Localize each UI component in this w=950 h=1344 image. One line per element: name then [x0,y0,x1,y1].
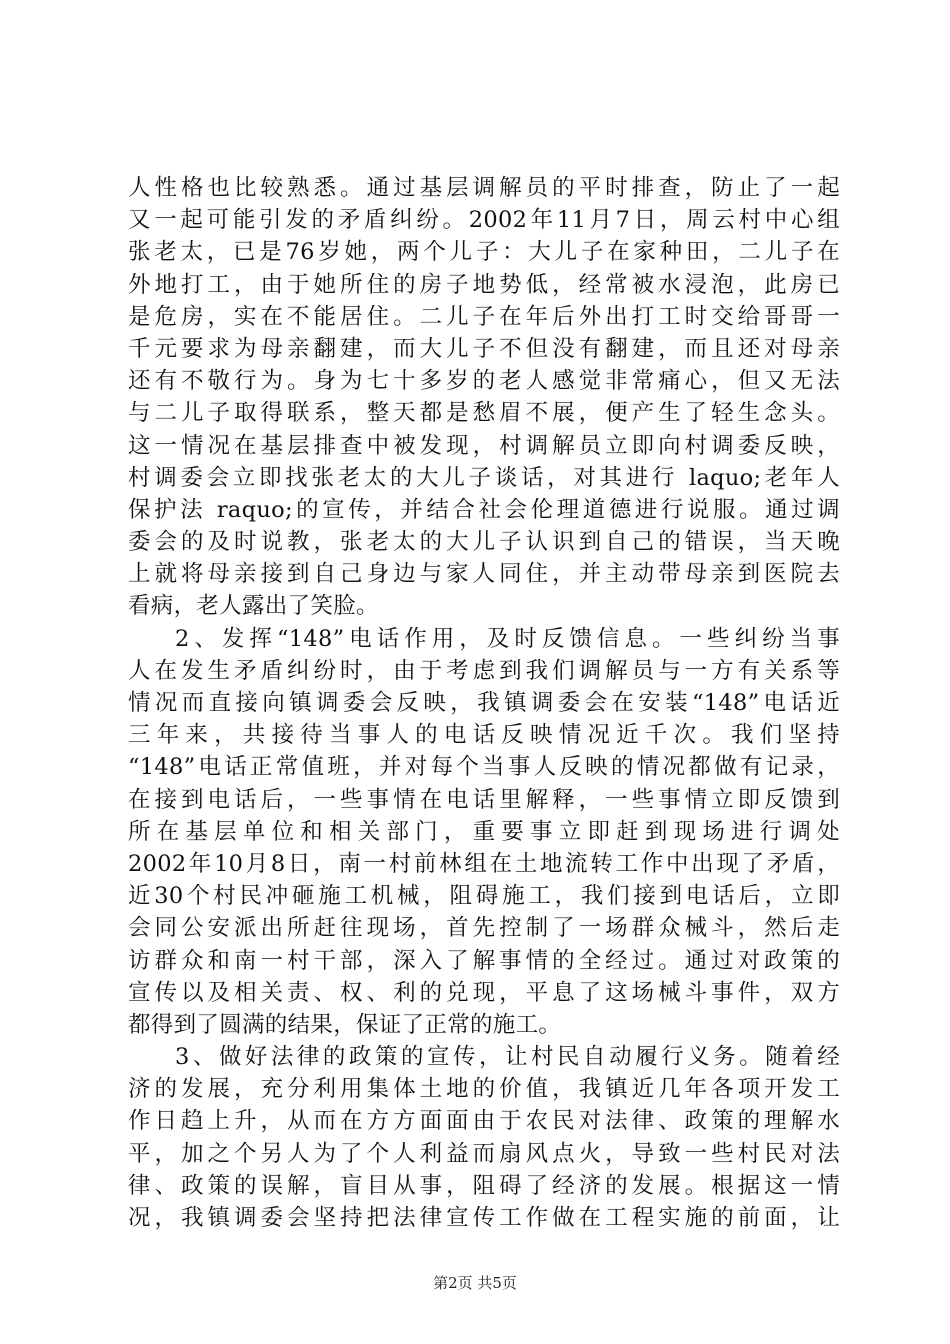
text-line: 村调委会立即找张老太的大儿子谈话，对其进行 laquo;老年人 [128,464,840,491]
text-line: 2002年10月8日，南一村前林组在土地流转工作中出现了矛盾， [128,850,840,877]
text-line: 张老太，已是76岁她，两个儿子：大儿子在家种田，二儿子在 [128,239,840,266]
text-line: 会同公安派出所赶往现场，首先控制了一场群众械斗，然后走 [128,915,840,942]
text-line: 看病，老人露出了笑脸。 [128,593,379,620]
text-line: 律、政策的误解，盲目从事，阻碍了经济的发展。根据这一情 [128,1172,840,1199]
text-line: 上就将母亲接到自己身边与家人同住，并主动带母亲到医院去 [128,561,840,588]
paragraph-start-line: 3、做好法律的政策的宣传，让村民自动履行义务。随着经 [175,1044,840,1071]
text-line: 又一起可能引发的矛盾纠纷。2002年11月7日，周云村中心组 [128,207,840,234]
text-line: 都得到了圆满的结果，保证了正常的施工。 [128,1011,562,1038]
text-line: “148”电话正常值班，并对每个当事人反映的情况都做有记录， [128,754,840,781]
text-line: 访群众和南一村干部，深入了解事情的全经过。通过对政策的 [128,947,840,974]
text-line: 委会的及时说教，张老太的大儿子认识到自己的错误，当天晚 [128,529,840,556]
text-line: 千元要求为母亲翻建，而大儿子不但没有翻建，而且还对母亲 [128,335,840,362]
text-line: 近30个村民冲砸施工机械，阻碍施工，我们接到电话后，立即 [128,883,840,910]
text-line: 平，加之个另人为了个人利益而扇风点火，导致一些村民对法 [128,1140,840,1167]
text-line: 还有不敬行为。身为七十多岁的老人感觉非常痛心，但又无法 [128,368,840,395]
text-line: 外地打工，由于她所住的房子地势低，经常被水浸泡，此房已 [128,271,840,298]
text-line: 况，我镇调委会坚持把法律宣传工作做在工程实施的前面，让 [128,1205,840,1231]
text-line: 情况而直接向镇调委会反映，我镇调委会在安装“148”电话近 [128,690,840,716]
text-line: 作日趋上升，从而在方方面面由于农民对法律、政策的理解水 [128,1108,840,1135]
paragraph-start-line: 2、发挥“148”电话作用，及时反馈信息。一些纠纷当事 [175,625,840,652]
text-line: 在接到电话后，一些事情在电话里解释，一些事情立即反馈到 [128,786,840,813]
document-body [128,172,840,1234]
text-line: 宣传以及相关责、权、利的兑现，平息了这场械斗事件，双方 [128,979,840,1006]
text-line: 保护法 raquo;的宣传，并结合社会伦理道德进行说服。通过调 [128,496,840,523]
text-line: 人性格也比较熟悉。通过基层调解员的平时排查，防止了一起 [128,175,840,201]
page-number: 第2页 共5页 [433,1274,517,1292]
text-line: 所在基层单位和相关部门，重要事立即赶到现场进行调处 [128,818,840,845]
text-line: 与二儿子取得联系，整天都是愁眉不展，便产生了轻生念头。 [128,400,840,427]
text-line: 是危房，实在不能居住。二儿子在年后外出打工时交给哥哥一 [128,303,840,330]
text-line: 人在发生矛盾纠纷时，由于考虑到我们调解员与一方有关系等 [128,657,840,684]
text-line: 这一情况在基层排查中被发现，村调解员立即向村调委反映， [128,432,840,459]
text-line: 三年来，共接待当事人的电话反映情况近千次。我们坚持 [128,722,840,749]
text-line: 济的发展，充分利用集体土地的价值，我镇近几年各项开发工 [128,1076,840,1103]
